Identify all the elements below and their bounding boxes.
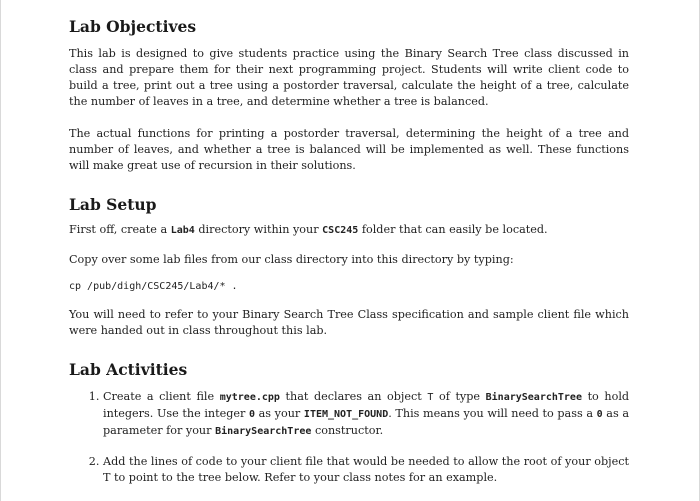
lab4-dir: Lab4: [170, 225, 195, 236]
setup-paragraph-1: First off, create a Lab4 directory within your CSC245 folder that can easily be located.: [69, 223, 548, 236]
setup-paragraph-2: Copy over some lab files from our class directory into this directory by typing:: [69, 253, 514, 266]
objectives-heading: Lab Objectives: [69, 17, 197, 36]
activities-list: [69, 389, 629, 486]
setup-paragraph-3: You will need to refer to your Binary Search Tree Class specification and sample client file which were handed out in class throughout this lab.: [69, 308, 629, 337]
setup-heading: Lab Setup: [69, 195, 157, 214]
objectives-paragraph-1: This lab is designed to give students practice using the Binary Search Tree class discussed in class and prepare them for their next programming project. Students will write client code to build a tree, print out a tree using a postorder traversal, calculate the height of a tree, calculate the number of leaves in a tree, and determine whether a tree is balanced.: [69, 47, 629, 108]
activity-item-2: 2. Add the lines of code to your client file that would be needed to allow the root of your object T to point to the tree below. Refer to your class notes for an example.: [103, 454, 629, 486]
activity-item-1: 1. Create a client file mytree.cpp that declares an object T of type BinarySearchTree to hold integers. Use the integer 0 as your ITEM_NOT_FOUND. This means you will need to pass a 0 as a parameter for your BinarySearchTree constructor.: [103, 389, 629, 440]
activities-heading: Lab Activities: [69, 360, 188, 379]
copy-command: cp /pub/digh/CSC245/Lab4/* .: [69, 281, 238, 292]
objectives-paragraph-2: The actual functions for printing a postorder traversal, determining the height of a tree and number of leaves, and whether a tree is balanced will be implemented as well. These functions will make great use of recursion in their solutions.: [69, 127, 629, 172]
csc245-folder: CSC245: [322, 225, 359, 236]
